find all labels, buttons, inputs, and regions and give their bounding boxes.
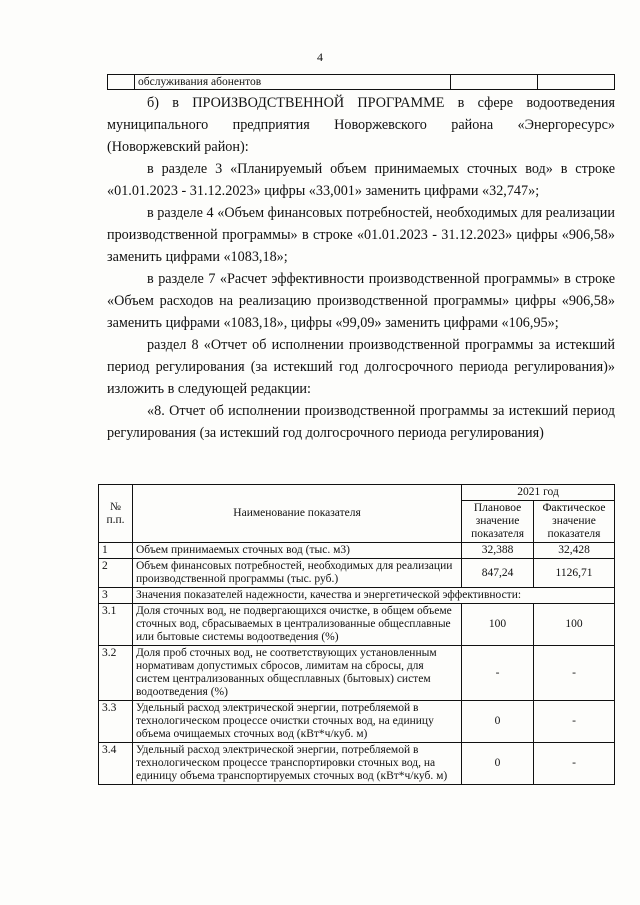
- table-row: [99, 701, 615, 743]
- header-num: № п.п.: [99, 485, 133, 543]
- header-name: Наименование показателя: [132, 485, 461, 543]
- tail-cell-num: [108, 75, 135, 89]
- header-year: 2021 год: [462, 485, 615, 501]
- header-fact: Фактическое значение показателя: [534, 501, 615, 543]
- row-name: Доля проб сточных вод, не соответствующих установленным нормативам допустимых сбросов, лимитам на сбросы, для систем централизованных общесплавных (бытовых) систем водоотведения (%): [132, 646, 461, 701]
- row-name: Удельный расход электрической энергии, потребляемой в технологическом процессе очистки сточных вод, на единицу объема очищаемых сточных вод (кВт*ч/куб. м): [132, 701, 461, 743]
- paragraph-section-3: в разделе 3 «Планируемый объем принимаемых сточных вод» в строке «01.01.2023 - 31.12.2023» цифры «33,001» заменить цифрами «32,747»;: [107, 161, 615, 199]
- tail-cell-fact: [538, 75, 614, 89]
- row-fact: -: [534, 646, 615, 701]
- document-body: [107, 92, 615, 444]
- row-name: Объем принимаемых сточных вод (тыс. м3): [132, 543, 461, 559]
- tail-cell-name: обслуживания абонентов: [135, 75, 451, 89]
- row-name: Удельный расход электрической энергии, потребляемой в технологическом процессе транспортировки сточных вод, на единицу объема транспортируемых сточных вод (кВт*ч/куб. м): [132, 743, 461, 785]
- row-plan: 100: [462, 604, 534, 646]
- paragraph-section-7: в разделе 7 «Расчет эффективности производственной программы» в строке «Объем расходов на реализацию производственной программы» цифры «906,58» заменить цифрами «1083,18», цифры «99,09» заменить цифрами «106,95»;: [107, 271, 615, 331]
- row-plan: -: [462, 646, 534, 701]
- tail-cell-plan: [451, 75, 538, 89]
- row-plan: 0: [462, 743, 534, 785]
- table-row: [99, 543, 615, 559]
- row-name: Доля сточных вод, не подвергающихся очистке, в общем объеме сточных вод, сбрасываемых в централизованные общесплавные или бытовые системы водоотведения (%): [132, 604, 461, 646]
- row-fact: -: [534, 743, 615, 785]
- paragraph-b: б) в ПРОИЗВОДСТВЕННОЙ ПРОГРАММЕ в сфере водоотведения муниципального предприятия Новоржевского района «Энергоресурс» (Новоржевский район):: [107, 95, 615, 155]
- row-plan: 32,388: [462, 543, 534, 559]
- table-row: [99, 588, 615, 604]
- row-num: 3.3: [99, 701, 133, 743]
- row-plan: 0: [462, 701, 534, 743]
- page-number: 4: [317, 50, 323, 64]
- row-num: 3.2: [99, 646, 133, 701]
- row-num: 3.4: [99, 743, 133, 785]
- row-fact: 32,428: [534, 543, 615, 559]
- row-fact: 100: [534, 604, 615, 646]
- row-num: 3.1: [99, 604, 133, 646]
- header-plan: Плановое значение показателя: [462, 501, 534, 543]
- row-name: Объем финансовых потребностей, необходимых для реализации производственной программы (тыс. руб.): [132, 559, 461, 588]
- paragraph-report-title: «8. Отчет об исполнении производственной программы за истекший период регулирования (за истекший год долгосрочного периода регулирования): [107, 403, 615, 441]
- table-row: [99, 743, 615, 785]
- indicators-table: [98, 484, 615, 785]
- table-row: [99, 559, 615, 588]
- row-fact: 1126,71: [534, 559, 615, 588]
- previous-table-tail-row: [107, 74, 615, 90]
- table-row: [99, 604, 615, 646]
- row-num: 2: [99, 559, 133, 588]
- table-row: [99, 646, 615, 701]
- row-num: 3: [99, 588, 133, 604]
- row-plan: 847,24: [462, 559, 534, 588]
- paragraph-section-4: в разделе 4 «Объем финансовых потребностей, необходимых для реализации производственной программы» в строке «01.01.2023 - 31.12.2023» цифры «906,58» заменить цифрами «1083,18»;: [107, 205, 615, 265]
- row-fact: -: [534, 701, 615, 743]
- row-name-span: Значения показателей надежности, качества и энергетической эффективности:: [132, 588, 614, 604]
- paragraph-section-8: раздел 8 «Отчет об исполнении производственной программы за истекший период регулирования (за истекший год долгосрочного периода регулирования)» изложить в следующей редакции:: [107, 337, 615, 397]
- row-num: 1: [99, 543, 133, 559]
